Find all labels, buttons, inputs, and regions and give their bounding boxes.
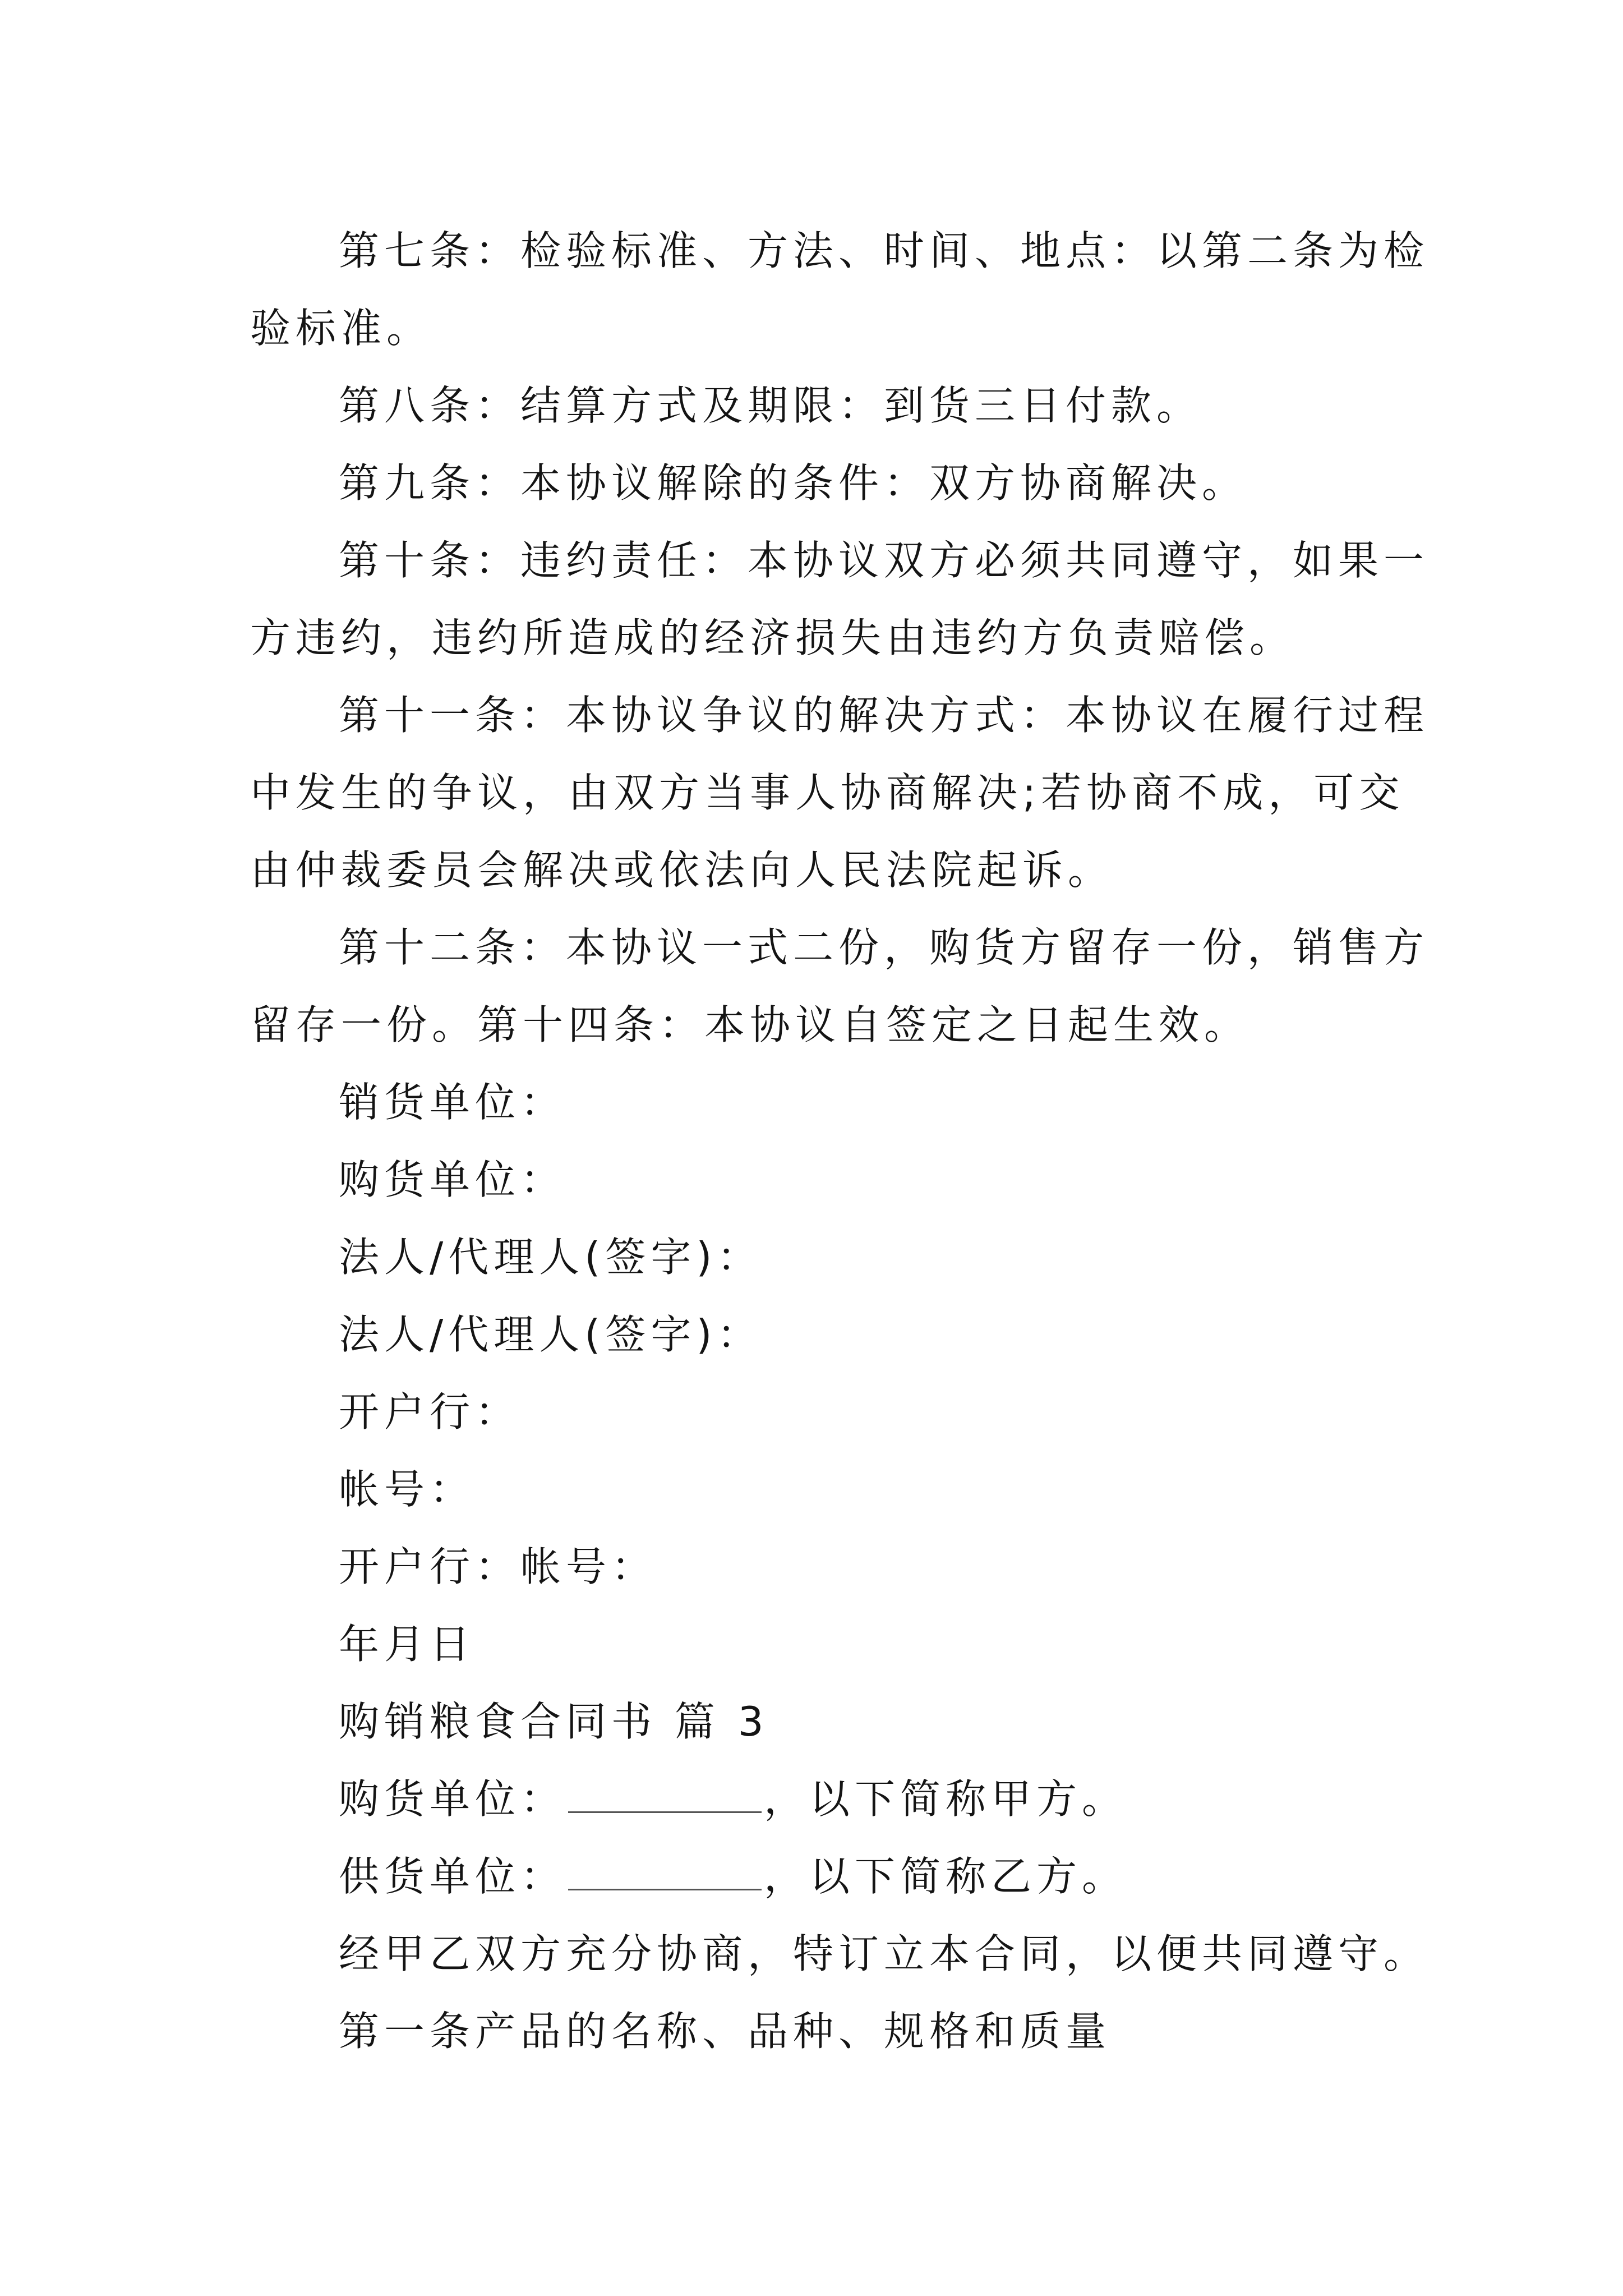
article-1-heading: 第一条产品的名称、品种、规格和质量 [339, 2008, 1112, 2055]
article-7-line-2: 验标准。 [250, 305, 432, 352]
buyer-label: 购货单位： [339, 1775, 566, 1823]
bank-account-label: 开户行：帐号： [339, 1543, 657, 1590]
contract-section-title: 购销粮食合同书 篇 3 [339, 1698, 769, 1745]
supplier-line [250, 1838, 1389, 1915]
account-label: 帐号： [339, 1466, 476, 1513]
buyer-unit-label: 购货单位： [339, 1156, 566, 1203]
article-11-line-3: 由仲裁委员会解决或依法向人民法院起诉。 [250, 846, 1114, 894]
article-12-line-1: 第十二条：本协议一式二份，购货方留存一份，销售方 [339, 924, 1430, 971]
legal-rep-signature-1: 法人/代理人(签字)： [339, 1234, 763, 1281]
date-line: 年月日 [339, 1621, 476, 1668]
article-9: 第九条：本协议解除的条件：双方协商解决。 [339, 459, 1248, 507]
buyer-suffix: ，以下简称甲方。 [764, 1775, 1128, 1823]
agreement-statement: 经甲乙双方充分协商，特订立本合同，以便共同遵守。 [339, 1930, 1430, 1977]
supplier-label: 供货单位： [339, 1853, 566, 1900]
bank-label: 开户行： [339, 1388, 521, 1435]
buyer-line [250, 1760, 1389, 1838]
article-10-line-2: 方违约，违约所造成的经济损失由违约方负责赔偿。 [250, 614, 1295, 661]
article-8: 第八条：结算方式及期限：到货三日付款。 [339, 382, 1202, 429]
seller-unit-label: 销货单位： [339, 1079, 566, 1126]
article-11-line-2: 中发生的争议，由双方当事人协商解决;若协商不成，可交 [250, 769, 1405, 816]
supplier-blank-field [568, 1855, 762, 1890]
article-12-line-2: 留存一份。第十四条：本协议自签定之日起生效。 [250, 1001, 1250, 1048]
article-7-line-1: 第七条：检验标准、方法、时间、地点：以第二条为检 [339, 227, 1430, 274]
article-11-line-1: 第十一条：本协议争议的解决方式：本协议在履行过程 [339, 692, 1430, 739]
document-body [250, 212, 1430, 2070]
supplier-suffix: ，以下简称乙方。 [764, 1853, 1128, 1900]
buyer-blank-field [568, 1778, 762, 1813]
article-10-line-1: 第十条：违约责任：本协议双方必须共同遵守，如果一 [339, 537, 1430, 584]
legal-rep-signature-2: 法人/代理人(签字)： [339, 1311, 763, 1358]
